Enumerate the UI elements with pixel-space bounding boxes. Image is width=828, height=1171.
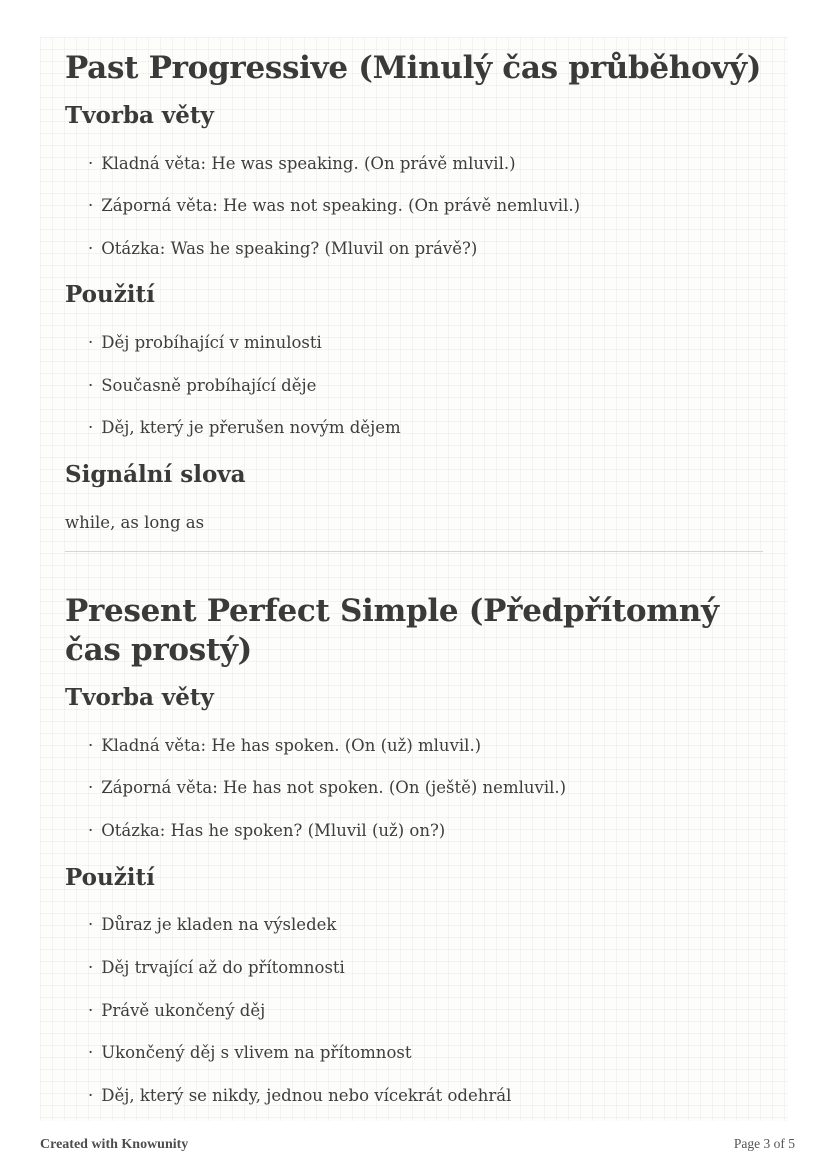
bullet-item: · Kladná věta: He was speaking. (On právě mluvil.) bbox=[88, 154, 763, 175]
bullet-item: · Kladná věta: He has spoken. (On (už) mluvil.) bbox=[88, 736, 763, 757]
footer-credit: Created with Knowunity bbox=[40, 1137, 189, 1152]
bullet-list bbox=[88, 333, 763, 439]
bullet-item: · Důraz je kladen na výsledek bbox=[88, 915, 763, 936]
bullet-item: · Ukončený děj s vlivem na přítomnost bbox=[88, 1043, 763, 1064]
bullet-item: · Děj probíhající v minulosti bbox=[88, 333, 763, 354]
bullet-list bbox=[88, 736, 763, 842]
subsection-heading-pouziti: Použití bbox=[65, 281, 155, 309]
bullet-item: · Děj, který se nikdy, jednou nebo vícekrát odehrál bbox=[88, 1086, 763, 1107]
subsection-heading-tvorba-vety: Tvorba věty bbox=[65, 101, 214, 129]
bullet-list bbox=[88, 915, 763, 1106]
subsection-heading-tvorba-vety: Tvorba věty bbox=[65, 683, 214, 711]
bullet-item: · Otázka: Has he spoken? (Mluvil (už) on?) bbox=[88, 821, 763, 842]
section-past-progressive bbox=[65, 49, 763, 533]
signal-words-text: while, as long as bbox=[65, 512, 205, 532]
bullet-item: · Záporná věta: He was not speaking. (On právě nemluvil.) bbox=[88, 196, 763, 217]
bullet-item: · Otázka: Was he speaking? (Mluvil on právě?) bbox=[88, 239, 763, 260]
bullet-item: · Děj, který je přerušen novým dějem bbox=[88, 418, 763, 439]
bullet-item: · Děj trvající až do přítomnosti bbox=[88, 958, 763, 979]
bullet-item: · Současně probíhající děje bbox=[88, 376, 763, 397]
subsection-heading-signalni-slova: Signální slova bbox=[65, 461, 246, 488]
bullet-item: · Právě ukončený děj bbox=[88, 1001, 763, 1022]
section-title: Past Progressive (Minulý čas průběhový) bbox=[65, 50, 762, 86]
subsection-heading-pouziti: Použití bbox=[65, 863, 155, 891]
section-present-perfect-simple bbox=[65, 592, 763, 1106]
document-page bbox=[40, 37, 788, 1121]
section-title: Present Perfect Simple (Předpřítomný čas prostý) bbox=[65, 593, 719, 669]
page-footer bbox=[40, 1136, 795, 1153]
footer-page-number: Page 3 of 5 bbox=[733, 1136, 795, 1151]
section-divider bbox=[65, 551, 763, 552]
bullet-list bbox=[88, 154, 763, 260]
bullet-item: · Záporná věta: He has not spoken. (On (ještě) nemluvil.) bbox=[88, 778, 763, 799]
